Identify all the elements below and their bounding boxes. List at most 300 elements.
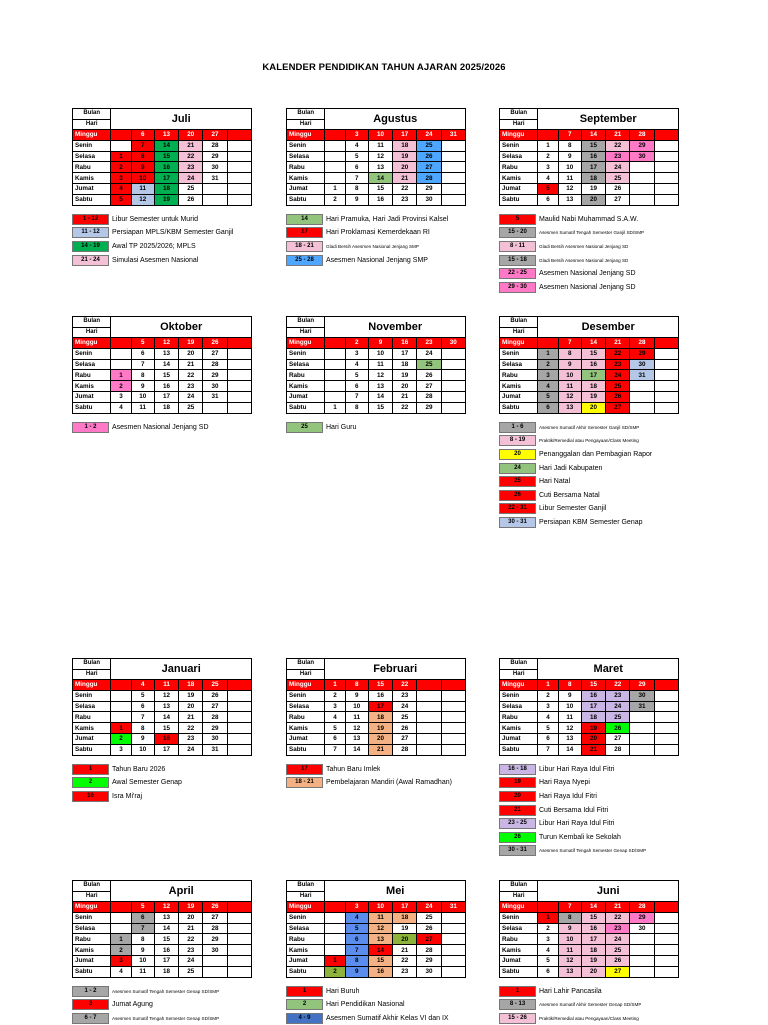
empty-cell xyxy=(654,130,678,141)
date-cell: 29 xyxy=(417,402,441,413)
day-label: Sabtu xyxy=(500,966,538,977)
bulan-label: Bulan xyxy=(73,317,111,328)
date-cell: 24 xyxy=(179,391,203,402)
month-april xyxy=(72,880,252,1025)
day-label: Senin xyxy=(287,140,325,151)
date-cell: 5 xyxy=(345,923,368,934)
date-cell: 16 xyxy=(154,162,178,173)
date-cell: 12 xyxy=(368,923,392,934)
date-cell: 9 xyxy=(131,945,154,956)
day-label: Rabu xyxy=(287,162,325,173)
date-cell: 30 xyxy=(630,690,654,701)
day-label: Senin xyxy=(287,912,325,923)
empty-cell xyxy=(227,701,251,712)
date-cell: 26 xyxy=(393,723,417,734)
date-cell: 15 xyxy=(154,370,178,381)
empty-cell xyxy=(654,723,678,734)
month-name: Mei xyxy=(325,881,466,902)
hari-label: Hari xyxy=(287,669,325,680)
legend-item xyxy=(499,516,679,530)
date-cell: 19 xyxy=(581,723,605,734)
empty-cell xyxy=(111,712,131,723)
month-name: Maret xyxy=(538,659,679,680)
empty-cell xyxy=(654,912,678,923)
date-cell: 4 xyxy=(111,183,131,194)
date-cell: 18 xyxy=(368,712,392,723)
date-cell: 6 xyxy=(345,162,368,173)
date-cell: 4 xyxy=(345,912,368,923)
empty-cell xyxy=(203,955,227,966)
date-cell: 29 xyxy=(630,912,654,923)
date-cell: 8 xyxy=(558,912,581,923)
legend-code: 20 xyxy=(499,449,536,460)
date-cell: 10 xyxy=(368,130,392,141)
day-label: Selasa xyxy=(500,923,538,934)
date-cell: 24 xyxy=(417,130,441,141)
month-juli xyxy=(72,108,252,267)
date-cell: 10 xyxy=(558,701,581,712)
empty-cell xyxy=(441,194,465,205)
empty-cell xyxy=(654,402,678,413)
date-cell: 28 xyxy=(630,338,654,349)
date-cell: 24 xyxy=(606,370,630,381)
date-cell: 10 xyxy=(368,902,392,913)
empty-cell xyxy=(325,130,345,141)
date-cell: 24 xyxy=(606,701,630,712)
date-cell: 23 xyxy=(606,690,630,701)
legend-text: Hari Buruh xyxy=(326,987,360,995)
legend-code: 16 - 18 xyxy=(499,764,536,775)
day-label: Jumat xyxy=(73,955,111,966)
legend-text: Asesmen Sumatif Akhir Semester Genap SD/SMP xyxy=(539,1002,642,1008)
date-cell: 29 xyxy=(203,723,227,734)
date-cell: 8 xyxy=(131,934,154,945)
date-cell: 31 xyxy=(441,130,465,141)
date-cell: 7 xyxy=(345,391,368,402)
month-legend xyxy=(499,985,679,1025)
empty-cell xyxy=(111,902,131,913)
date-cell: 18 xyxy=(393,912,417,923)
day-label: Kamis xyxy=(287,723,325,734)
date-cell: 18 xyxy=(154,183,178,194)
date-cell: 23 xyxy=(606,923,630,934)
date-cell: 11 xyxy=(558,945,581,956)
date-cell: 10 xyxy=(131,744,154,755)
date-cell: 6 xyxy=(345,381,368,392)
date-cell: 6 xyxy=(538,733,558,744)
empty-cell xyxy=(227,966,251,977)
day-label: Minggu xyxy=(287,130,325,141)
date-cell: 29 xyxy=(630,680,654,691)
date-cell: 22 xyxy=(606,680,630,691)
date-cell: 25 xyxy=(606,173,630,184)
month-juni xyxy=(499,880,679,1025)
date-cell: 21 xyxy=(179,359,203,370)
date-cell: 5 xyxy=(345,370,368,381)
empty-cell xyxy=(441,680,465,691)
hari-label: Hari xyxy=(73,119,111,130)
legend-code: 8 - 13 xyxy=(499,999,536,1010)
date-cell: 9 xyxy=(345,194,368,205)
date-cell: 10 xyxy=(368,348,392,359)
legend-text: Hari Natal xyxy=(539,478,571,486)
date-cell: 13 xyxy=(154,701,178,712)
legend-code: 1 xyxy=(72,764,109,775)
date-cell: 22 xyxy=(179,151,203,162)
date-cell: 1 xyxy=(111,723,131,734)
empty-cell xyxy=(538,338,558,349)
date-cell: 19 xyxy=(393,370,417,381)
day-label: Sabtu xyxy=(500,402,538,413)
legend-item xyxy=(72,240,252,254)
empty-cell xyxy=(111,701,131,712)
date-cell: 1 xyxy=(538,348,558,359)
date-cell: 23 xyxy=(606,359,630,370)
day-label: Kamis xyxy=(500,173,538,184)
legend-item xyxy=(499,817,679,831)
date-cell: 14 xyxy=(154,712,178,723)
legend-code: 8 - 19 xyxy=(499,435,536,446)
date-cell: 14 xyxy=(154,140,178,151)
date-cell: 14 xyxy=(581,130,605,141)
date-cell: 9 xyxy=(131,733,154,744)
date-cell: 7 xyxy=(325,744,345,755)
legend-item xyxy=(286,226,466,240)
date-cell: 22 xyxy=(179,723,203,734)
legend-code: 23 - 25 xyxy=(499,818,536,829)
date-cell: 13 xyxy=(345,733,368,744)
legend-item xyxy=(72,790,252,804)
date-cell: 30 xyxy=(630,359,654,370)
date-cell: 12 xyxy=(558,183,581,194)
date-cell: 14 xyxy=(368,173,392,184)
legend-item xyxy=(286,1012,466,1025)
date-cell: 10 xyxy=(131,955,154,966)
date-cell: 30 xyxy=(203,945,227,956)
date-cell: 8 xyxy=(131,151,154,162)
date-cell: 31 xyxy=(203,391,227,402)
date-cell: 28 xyxy=(417,945,441,956)
date-cell: 17 xyxy=(154,744,178,755)
date-cell: 13 xyxy=(558,733,581,744)
empty-cell xyxy=(417,690,441,701)
date-cell: 13 xyxy=(368,381,392,392)
date-cell: 15 xyxy=(368,680,392,691)
date-cell: 20 xyxy=(581,194,605,205)
date-cell: 9 xyxy=(558,923,581,934)
empty-cell xyxy=(227,381,251,392)
empty-cell xyxy=(227,359,251,370)
empty-cell xyxy=(654,966,678,977)
legend-text: Praktik/Remedial atau Pengayaan/Class Meeting xyxy=(539,1016,639,1022)
date-cell: 16 xyxy=(368,966,392,977)
date-cell: 25 xyxy=(606,712,630,723)
date-cell: 2 xyxy=(538,923,558,934)
day-label: Minggu xyxy=(500,680,538,691)
date-cell: 25 xyxy=(417,140,441,151)
empty-cell xyxy=(111,690,131,701)
empty-cell xyxy=(441,923,465,934)
legend-item xyxy=(499,421,679,435)
date-cell: 8 xyxy=(345,680,368,691)
date-cell: 17 xyxy=(581,934,605,945)
month-legend xyxy=(499,763,679,858)
date-cell: 28 xyxy=(630,902,654,913)
bulan-label: Bulan xyxy=(500,659,538,670)
date-cell: 2 xyxy=(538,690,558,701)
day-label: Minggu xyxy=(500,902,538,913)
date-cell: 13 xyxy=(154,348,178,359)
hari-label: Hari xyxy=(500,119,538,130)
legend-item xyxy=(499,776,679,790)
day-label: Sabtu xyxy=(287,194,325,205)
legend-item xyxy=(286,776,466,790)
empty-cell xyxy=(227,140,251,151)
empty-cell xyxy=(654,162,678,173)
legend-text: Asesmen Nasional Jenjang SD xyxy=(112,423,209,431)
day-label: Sabtu xyxy=(73,744,111,755)
legend-text: Isra Mi'raj xyxy=(112,793,143,801)
month-januari xyxy=(72,658,252,803)
day-label: Jumat xyxy=(73,733,111,744)
legend-code: 24 xyxy=(499,463,536,474)
empty-cell xyxy=(111,359,131,370)
month-legend xyxy=(72,213,252,267)
month-legend xyxy=(286,213,466,267)
legend-text: Hari Proklamasi Kemerdekaan RI xyxy=(326,229,430,237)
date-cell: 28 xyxy=(393,744,417,755)
hari-label: Hari xyxy=(500,327,538,338)
hari-label: Hari xyxy=(73,891,111,902)
date-cell: 18 xyxy=(581,381,605,392)
month-legend xyxy=(286,985,466,1025)
date-cell: 11 xyxy=(368,140,392,151)
legend-text: Tahun Baru Imlek xyxy=(326,765,381,773)
date-cell: 3 xyxy=(345,902,368,913)
empty-cell xyxy=(227,338,251,349)
empty-cell xyxy=(111,130,131,141)
empty-cell xyxy=(654,701,678,712)
empty-cell xyxy=(630,402,654,413)
date-cell: 1 xyxy=(325,183,345,194)
empty-cell xyxy=(227,712,251,723)
date-cell: 21 xyxy=(581,744,605,755)
empty-cell xyxy=(325,391,345,402)
date-cell: 18 xyxy=(154,966,178,977)
date-cell: 22 xyxy=(606,348,630,359)
legend-item xyxy=(499,461,679,475)
legend-text: Asesmen Sumatif Akhir Kelas VI dan IX xyxy=(326,1015,449,1023)
day-label: Kamis xyxy=(287,173,325,184)
legend-item xyxy=(72,1012,252,1025)
legend-item xyxy=(499,267,679,281)
legend-item xyxy=(499,1012,679,1025)
date-cell: 26 xyxy=(203,338,227,349)
hari-label: Hari xyxy=(73,669,111,680)
month-table xyxy=(286,658,466,756)
empty-cell xyxy=(630,183,654,194)
legend-code: 30 - 31 xyxy=(499,845,536,856)
empty-cell xyxy=(227,934,251,945)
date-cell: 3 xyxy=(538,701,558,712)
date-cell: 11 xyxy=(558,712,581,723)
date-cell: 28 xyxy=(203,923,227,934)
date-cell: 27 xyxy=(606,733,630,744)
day-label: Selasa xyxy=(287,701,325,712)
date-cell: 27 xyxy=(417,934,441,945)
empty-cell xyxy=(227,690,251,701)
date-cell: 5 xyxy=(131,902,154,913)
legend-text: Awal Semester Genap xyxy=(112,779,182,787)
legend-code: 15 - 26 xyxy=(499,1013,536,1024)
legend-text: Hari Pendidikan Nasional xyxy=(326,1001,405,1009)
day-label: Senin xyxy=(500,690,538,701)
month-name: November xyxy=(325,317,466,338)
legend-item xyxy=(499,253,679,267)
date-cell: 5 xyxy=(538,955,558,966)
date-cell: 17 xyxy=(154,955,178,966)
date-cell: 14 xyxy=(368,391,392,402)
empty-cell xyxy=(441,701,465,712)
day-label: Senin xyxy=(73,348,111,359)
empty-cell xyxy=(441,151,465,162)
legend-item xyxy=(72,213,252,227)
empty-cell xyxy=(227,955,251,966)
legend-code: 4 - 9 xyxy=(286,1013,323,1024)
date-cell: 2 xyxy=(111,162,131,173)
date-cell: 2 xyxy=(538,359,558,370)
month-table xyxy=(72,316,252,414)
date-cell: 25 xyxy=(606,945,630,956)
date-cell: 26 xyxy=(606,391,630,402)
date-cell: 29 xyxy=(630,348,654,359)
legend-text: Asesmen Nasional Jenjang SD xyxy=(539,270,636,278)
day-label: Rabu xyxy=(287,934,325,945)
date-cell: 12 xyxy=(345,723,368,734)
date-cell: 24 xyxy=(179,173,203,184)
date-cell: 8 xyxy=(558,140,581,151)
day-label: Selasa xyxy=(500,151,538,162)
bulan-label: Bulan xyxy=(73,881,111,892)
date-cell: 3 xyxy=(538,934,558,945)
date-cell: 19 xyxy=(179,902,203,913)
day-label: Senin xyxy=(287,348,325,359)
date-cell: 1 xyxy=(111,370,131,381)
legend-code: 5 xyxy=(499,214,536,225)
month-table xyxy=(286,108,466,206)
legend-text: Libur Hari Raya Idul Fitri xyxy=(539,820,615,828)
date-cell: 31 xyxy=(441,902,465,913)
legend-code: 1 - 2 xyxy=(72,986,109,997)
empty-cell xyxy=(203,966,227,977)
date-cell: 11 xyxy=(131,966,154,977)
legend-item xyxy=(286,985,466,999)
date-cell: 29 xyxy=(630,140,654,151)
legend-code: 2 xyxy=(72,777,109,788)
bulan-label: Bulan xyxy=(287,659,325,670)
date-cell: 30 xyxy=(417,194,441,205)
empty-cell xyxy=(654,338,678,349)
day-label: Kamis xyxy=(73,945,111,956)
date-cell: 19 xyxy=(581,391,605,402)
empty-cell xyxy=(654,359,678,370)
date-cell: 18 xyxy=(581,712,605,723)
date-cell: 2 xyxy=(325,194,345,205)
empty-cell xyxy=(441,912,465,923)
day-label: Kamis xyxy=(500,381,538,392)
date-cell: 16 xyxy=(368,690,392,701)
legend-item xyxy=(72,253,252,267)
date-cell: 28 xyxy=(203,140,227,151)
empty-cell xyxy=(654,733,678,744)
empty-cell xyxy=(203,402,227,413)
date-cell: 7 xyxy=(131,140,154,151)
day-label: Selasa xyxy=(73,151,111,162)
day-label: Sabtu xyxy=(500,744,538,755)
empty-cell xyxy=(441,733,465,744)
month-legend xyxy=(72,421,252,435)
empty-cell xyxy=(654,945,678,956)
date-cell: 1 xyxy=(111,934,131,945)
legend-code: 1 - 6 xyxy=(499,422,536,433)
date-cell: 7 xyxy=(345,945,368,956)
empty-cell xyxy=(111,912,131,923)
day-label: Jumat xyxy=(287,391,325,402)
month-name: Agustus xyxy=(325,109,466,130)
legend-item xyxy=(499,998,679,1012)
day-label: Rabu xyxy=(500,370,538,381)
date-cell: 28 xyxy=(203,359,227,370)
date-cell: 21 xyxy=(179,712,203,723)
date-cell: 4 xyxy=(131,680,154,691)
date-cell: 8 xyxy=(345,183,368,194)
legend-item xyxy=(499,844,679,858)
date-cell: 5 xyxy=(538,183,558,194)
legend-code: 22 - 31 xyxy=(499,503,536,514)
empty-cell xyxy=(654,391,678,402)
legend-code: 1 - 12 xyxy=(72,214,109,225)
day-label: Sabtu xyxy=(287,966,325,977)
bulan-label: Bulan xyxy=(500,109,538,120)
empty-cell xyxy=(654,151,678,162)
date-cell: 31 xyxy=(630,370,654,381)
date-cell: 5 xyxy=(538,723,558,734)
legend-code: 1 - 2 xyxy=(72,422,109,433)
date-cell: 3 xyxy=(538,162,558,173)
empty-cell xyxy=(441,370,465,381)
legend-item xyxy=(499,489,679,503)
date-cell: 9 xyxy=(368,338,392,349)
legend-item xyxy=(499,790,679,804)
empty-cell xyxy=(441,744,465,755)
month-table xyxy=(72,880,252,978)
date-cell: 10 xyxy=(345,701,368,712)
date-cell: 20 xyxy=(581,733,605,744)
date-cell: 10 xyxy=(558,934,581,945)
date-cell: 14 xyxy=(154,359,178,370)
date-cell: 26 xyxy=(417,923,441,934)
date-cell: 8 xyxy=(345,955,368,966)
month-september xyxy=(499,108,679,294)
date-cell: 14 xyxy=(581,338,605,349)
bulan-label: Bulan xyxy=(287,109,325,120)
date-cell: 17 xyxy=(154,173,178,184)
date-cell: 23 xyxy=(393,690,417,701)
day-label: Selasa xyxy=(73,359,111,370)
date-cell: 21 xyxy=(179,140,203,151)
date-cell: 30 xyxy=(417,966,441,977)
month-table xyxy=(499,316,679,414)
